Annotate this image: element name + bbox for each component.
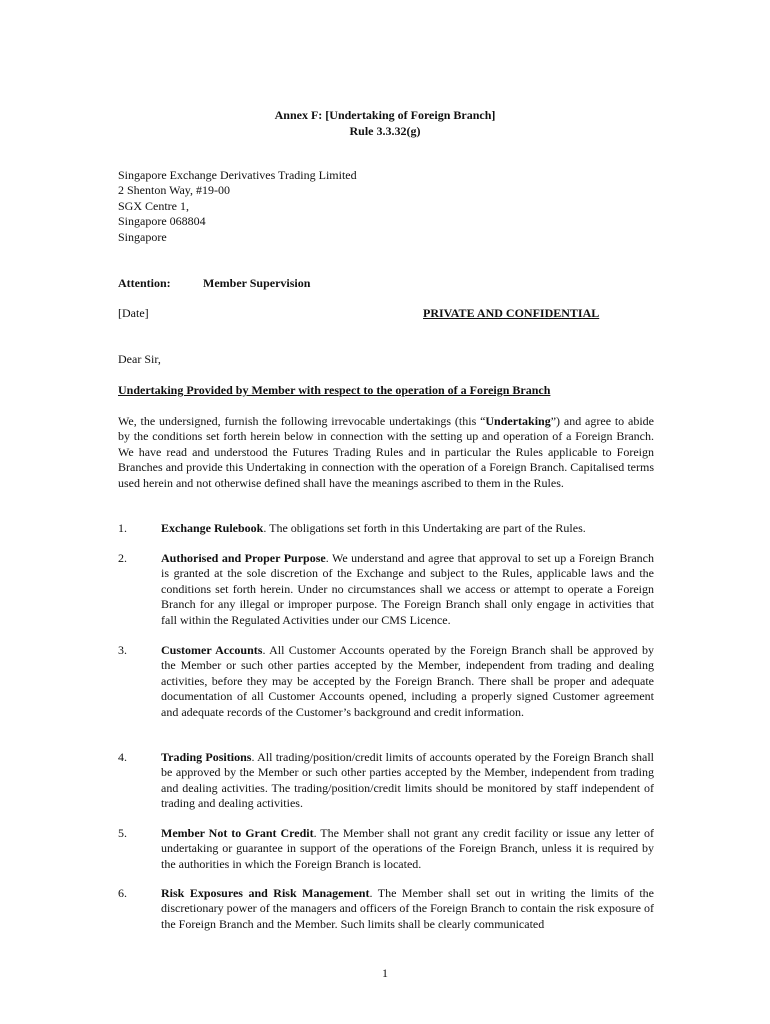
clause-number: 6. xyxy=(118,886,127,900)
clause-text: . We understand and agree that approval to set up a Foreign Branch is granted at the sole discretion of the Exchange and subject to the Rules, applicable laws and the conditions set forth herein. Under no circumstances shall we access or attempt to operate a Foreign Branch for any illegal or improper purpose. The Foreign Branch shall only engage in activities that fall within the Regulated Activities under our CMS Licence. xyxy=(161,551,654,627)
address-line: 2 Shenton Way, #19-00 xyxy=(118,183,231,198)
clause-body xyxy=(161,551,654,628)
salutation: Dear Sir, xyxy=(118,352,161,366)
clause-4 xyxy=(118,750,654,812)
clause-number: 5. xyxy=(118,826,127,840)
clause-number: 3. xyxy=(118,643,127,657)
clause-3 xyxy=(118,643,654,720)
attention-value: Member Supervision xyxy=(203,276,311,290)
clause-heading: Risk Exposures and Risk Management xyxy=(161,886,370,900)
clause-1 xyxy=(118,521,654,536)
clause-text: . All trading/position/credit limits of accounts operated by the Foreign Branch shall be approved by the Member or such other parties accepted by the Member, independent from trading and dealing activities. The trading/position/credit limits should be monitored by staff independent of trading and dealing activities. xyxy=(161,750,654,811)
clause-heading: Authorised and Proper Purpose xyxy=(161,551,326,565)
annex-title: Annex F: [Undertaking of Foreign Branch] xyxy=(274,108,496,122)
address-line: Singapore Exchange Derivatives Trading Limited xyxy=(118,168,357,182)
clause-number: 1. xyxy=(118,521,127,535)
address-line: Singapore xyxy=(118,229,167,244)
intro-text-after: ”) and agree to abide by the conditions set forth herein below in connection with the setting up and operation of a Foreign Branch. We have read and understood the Futures Trading Rules and in particular the Rules applicable to Foreign Branches and provide this Undertaking in connection with the operation of a Foreign Branch. Capitalised terms used herein and not otherwise defined shall have the meanings ascribed to them in the Rules. xyxy=(118,414,654,490)
clause-body xyxy=(161,826,654,872)
clause-number: 4. xyxy=(118,750,127,764)
page-number: 1 xyxy=(382,966,388,980)
intro-defined-term: Undertaking xyxy=(485,414,551,428)
clause-number: 2. xyxy=(118,551,127,565)
confidential-notice: PRIVATE AND CONFIDENTIAL xyxy=(423,306,600,320)
clause-text: . The Member shall not grant any credit facility or issue any letter of undertaking or guarantee in support of the operations of the Foreign Branch, unless it is required by the authorities in which the Foreign Branch is located. xyxy=(161,826,654,871)
clause-text: . All Customer Accounts operated by the Foreign Branch shall be approved by the Member or such other parties accepted by the Member, independent from trading and dealing activities, before they may be accepted by the Foreign Branch. There shall be proper and adequate documentation of all Customer Accounts opened, including a properly signed Customer agreement and adequate records of the Customer’s background and credit information. xyxy=(161,643,655,719)
clause-body xyxy=(161,521,654,536)
clause-6 xyxy=(118,886,654,932)
date-placeholder: [Date] xyxy=(118,306,149,320)
intro-paragraph xyxy=(118,414,654,491)
clause-5 xyxy=(118,826,654,872)
address-line: SGX Centre 1, xyxy=(118,198,189,213)
clause-text: . The obligations set forth in this Undertaking are part of the Rules. xyxy=(263,521,586,535)
attention-label: Attention: xyxy=(118,276,171,290)
clause-heading: Customer Accounts xyxy=(161,643,263,657)
intro-text-before: We, the undersigned, furnish the following irrevocable undertakings (this “ xyxy=(118,414,486,428)
clause-heading: Trading Positions xyxy=(161,750,252,764)
clause-2 xyxy=(118,551,654,628)
clause-text: . The Member shall set out in writing the limits of the discretionary power of the managers and officers of the Foreign Branch to contain the risk exposure of the Foreign Branch and the Member. Such limits shall be clearly communicated xyxy=(161,886,654,931)
clause-heading: Member Not to Grant Credit xyxy=(161,826,314,840)
recipient-address xyxy=(118,168,357,245)
clause-body xyxy=(161,643,654,720)
rule-reference: Rule 3.3.32(g) xyxy=(349,124,421,138)
clause-heading: Exchange Rulebook xyxy=(161,521,264,535)
clause-body xyxy=(161,750,654,812)
subject-line: Undertaking Provided by Member with respect to the operation of a Foreign Branch xyxy=(118,383,551,397)
clause-body xyxy=(161,886,654,932)
address-line: Singapore 068804 xyxy=(118,214,206,229)
